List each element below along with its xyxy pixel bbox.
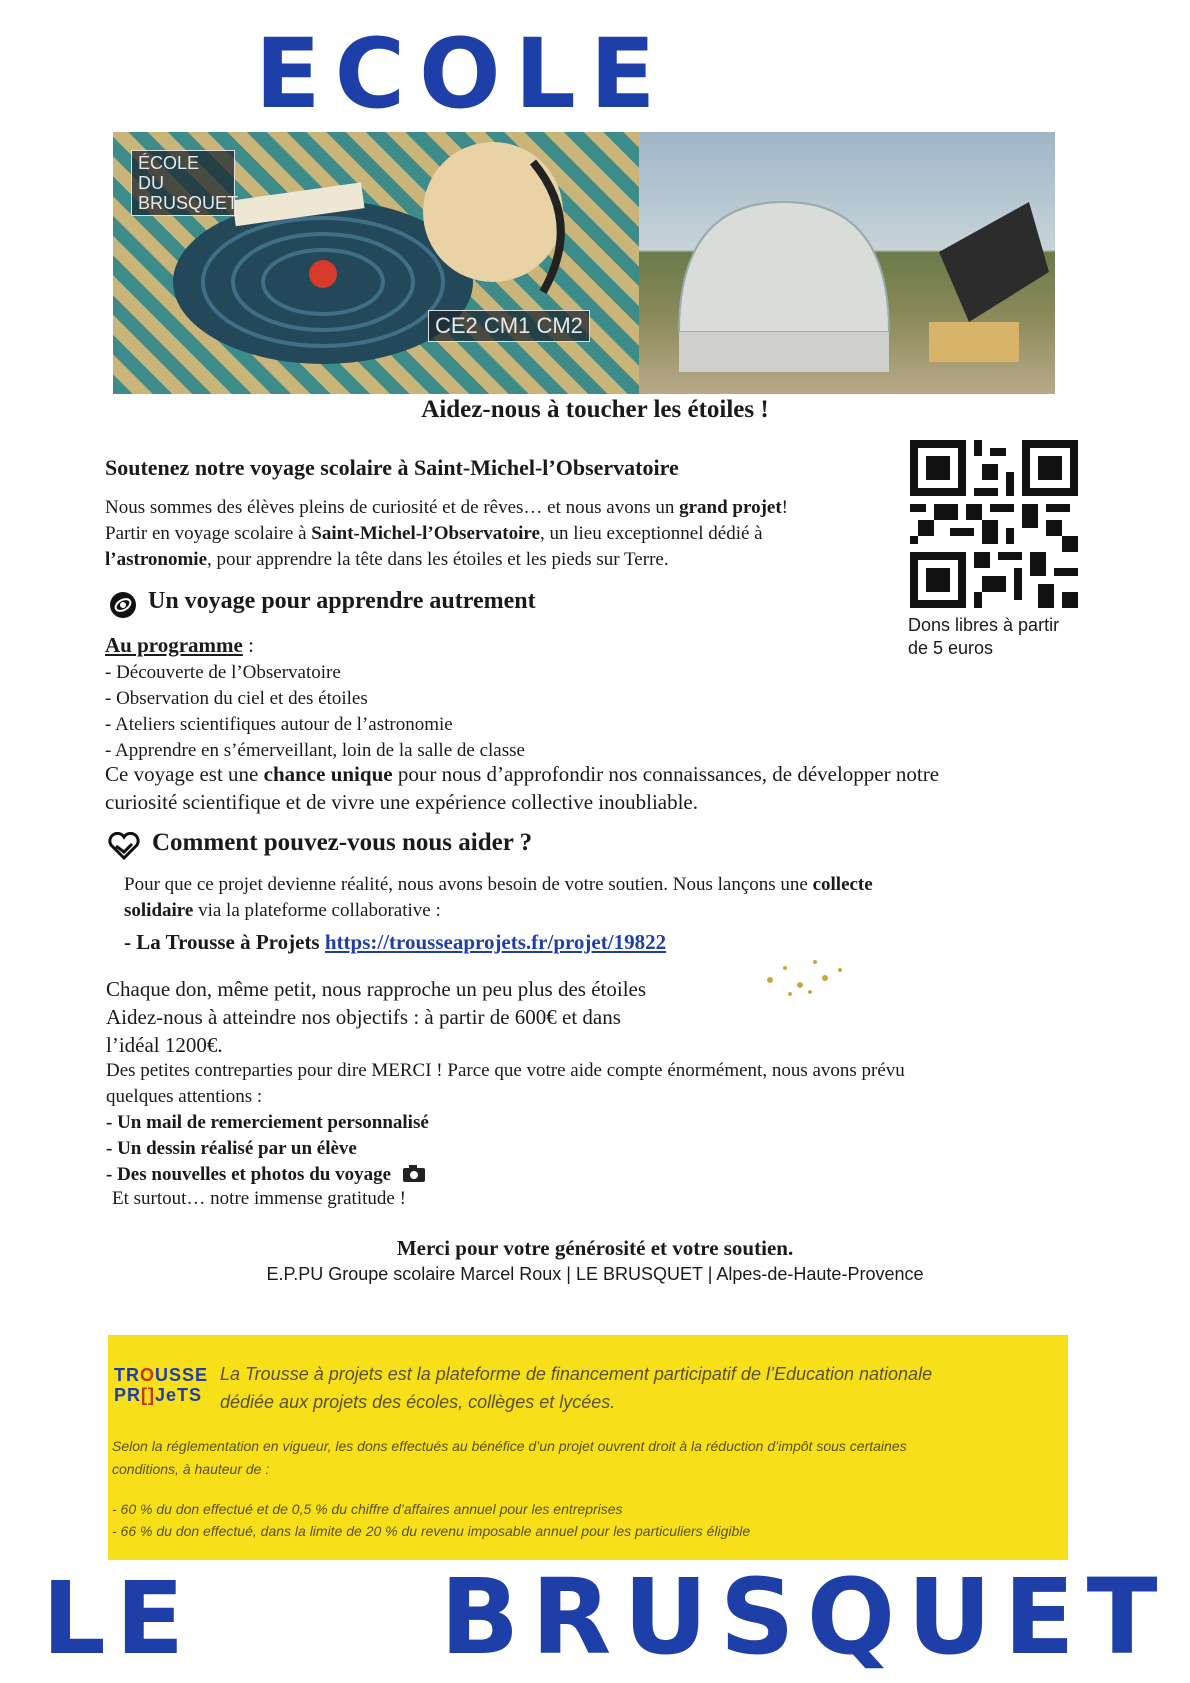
logo-text: PR <box>114 1385 142 1405</box>
intro-bold: grand projet <box>679 497 782 518</box>
qr-caption-line1: Dons libres à partir <box>908 615 1060 635</box>
trousse-legal <box>112 1435 1062 1481</box>
s2-bold: solidaire <box>124 900 194 921</box>
project-link[interactable]: https://trousseaprojets.fr/projet/19822 <box>324 930 667 954</box>
section1-closing <box>105 760 1085 816</box>
intro-paragraph <box>105 495 905 573</box>
solar-system-photo <box>113 132 639 394</box>
qr-caption-line2: de 5 euros <box>908 638 994 658</box>
banner-image <box>113 132 1055 394</box>
section1-heading: Un voyage pour apprendre autrement <box>148 588 536 614</box>
intro-text: ! <box>781 497 788 518</box>
program-item: - Découverte de l’Observatoire <box>105 662 341 683</box>
intro-text: Nous sommes des élèves pleins de curiosité et de rêves… et nous avons un <box>105 497 680 518</box>
tagline: Aidez-nous à toucher les étoiles ! <box>421 396 769 423</box>
trousse-desc-line: dédiée aux projets des écoles, collèges et lycées. <box>220 1392 616 1412</box>
class-levels-label: CE2 CM1 CM2 <box>428 310 590 342</box>
program-item: - Observation du ciel et des étoiles <box>105 688 368 709</box>
heart-hands-icon <box>108 832 140 860</box>
camera-icon <box>402 1163 426 1183</box>
thanks-line: Merci pour votre générosité et votre soutien. <box>396 1236 794 1260</box>
logo-text: TR <box>114 1365 140 1385</box>
intro-text: , pour apprendre la tête dans les étoiles et les pieds sur Terre. <box>207 549 669 570</box>
trousse-bullets <box>112 1498 1062 1542</box>
logo-text: USSE <box>155 1365 209 1385</box>
rewards-list <box>106 1110 429 1188</box>
closing-text: Ce voyage est une <box>105 762 264 786</box>
s2-text: via la plateforme collaborative : <box>193 900 441 921</box>
s2-text: Pour que ce projet devienne réalité, nous avons besoin de votre soutien. Nous lançons une <box>124 874 813 895</box>
donation-text: Aidez-nous à atteindre nos objectifs : à partir de 600€ et dans <box>106 1005 621 1029</box>
donation-paragraph <box>106 975 826 1059</box>
program-list <box>105 660 525 764</box>
intro-text: , un lieu exceptionnel dédié à <box>539 523 763 544</box>
school-logo: ÉCOLE DU BRUSQUET <box>131 150 235 216</box>
trousse-logo: TROUSSE PR[]JeTS <box>114 1365 209 1405</box>
closing-text: pour nous d’approfondir nos connaissances, de développer notre <box>392 762 940 786</box>
program-item: - Ateliers scientifiques autour de l’astronomie <box>105 714 453 735</box>
logo-text: JeTS <box>155 1385 203 1405</box>
program-label-row <box>105 632 254 660</box>
page-title: ECOLE <box>255 18 670 130</box>
legal-line: Selon la réglementation en vigueur, les dons effectués au bénéfice d’un projet ouvrent droit à la réduction d’impôt sous certaines <box>112 1438 907 1454</box>
trousse-description <box>220 1360 1060 1416</box>
section2-heading: Comment pouvez-vous nous aider ? <box>152 829 533 856</box>
platform-row <box>124 930 666 955</box>
program-item: - Apprendre en s’émerveillant, loin de la salle de classe <box>105 740 525 761</box>
trousse-desc-line: La Trousse à projets est la plateforme de financement participatif de l’Education nationale <box>220 1364 933 1384</box>
orbit-icon <box>108 590 138 620</box>
footer-le: LE <box>42 1560 195 1677</box>
legal-bullet: - 66 % du don effectué, dans la limite de 20 % du revenu imposable annuel pour les particuliers éligible <box>112 1523 751 1539</box>
trousse-info-box <box>108 1335 1068 1560</box>
donation-text: Chaque don, même petit, nous rapproche un peu plus des étoiles <box>106 977 647 1001</box>
section2-paragraph <box>124 872 1054 924</box>
rewards-text: Des petites contreparties pour dire MERCI ! Parce que votre aide compte énormément, nous avons prévu <box>106 1060 905 1081</box>
closing-text: curiosité scientifique et de vivre une expérience collective inoubliable. <box>105 790 699 814</box>
school-address: E.P.PU Groupe scolaire Marcel Roux | LE BRUSQUET | Alpes-de-Haute-Provence <box>266 1264 924 1284</box>
intro-heading: Soutenez notre voyage scolaire à Saint-Michel-l’Observatoire <box>105 455 679 480</box>
s2-bold: collecte <box>812 874 873 895</box>
gratitude-line: Et surtout… notre immense gratitude ! <box>112 1188 406 1209</box>
qr-code[interactable] <box>910 440 1078 608</box>
reward-item: - Des nouvelles et photos du voyage <box>106 1164 392 1185</box>
rewards-paragraph <box>106 1058 1086 1110</box>
reward-item: - Un dessin réalisé par un élève <box>106 1138 357 1159</box>
program-colon: : <box>242 633 254 657</box>
program-label: Au programme <box>105 633 243 657</box>
intro-text: Partir en voyage scolaire à <box>105 523 312 544</box>
legal-bullet: - 60 % du don effectué et de 0,5 % du chiffre d’affaires annuel pour les entreprises <box>112 1501 623 1517</box>
platform-label: - La Trousse à Projets <box>124 930 325 954</box>
intro-bold: Saint-Michel-l’Observatoire <box>311 523 540 544</box>
footer-brusquet: BRUSQUET <box>440 1556 1170 1678</box>
reward-item: - Un mail de remerciement personnalisé <box>106 1112 429 1133</box>
qr-caption <box>908 614 1059 660</box>
legal-line: conditions, à hauteur de : <box>112 1461 270 1477</box>
donation-text: l’idéal 1200€. <box>106 1033 223 1057</box>
reward-item-photos <box>106 1162 429 1188</box>
observatory-photo <box>639 132 1055 394</box>
intro-bold: l’astronomie <box>105 549 208 570</box>
rewards-text: quelques attentions : <box>106 1086 263 1107</box>
closing-bold: chance unique <box>263 762 393 786</box>
